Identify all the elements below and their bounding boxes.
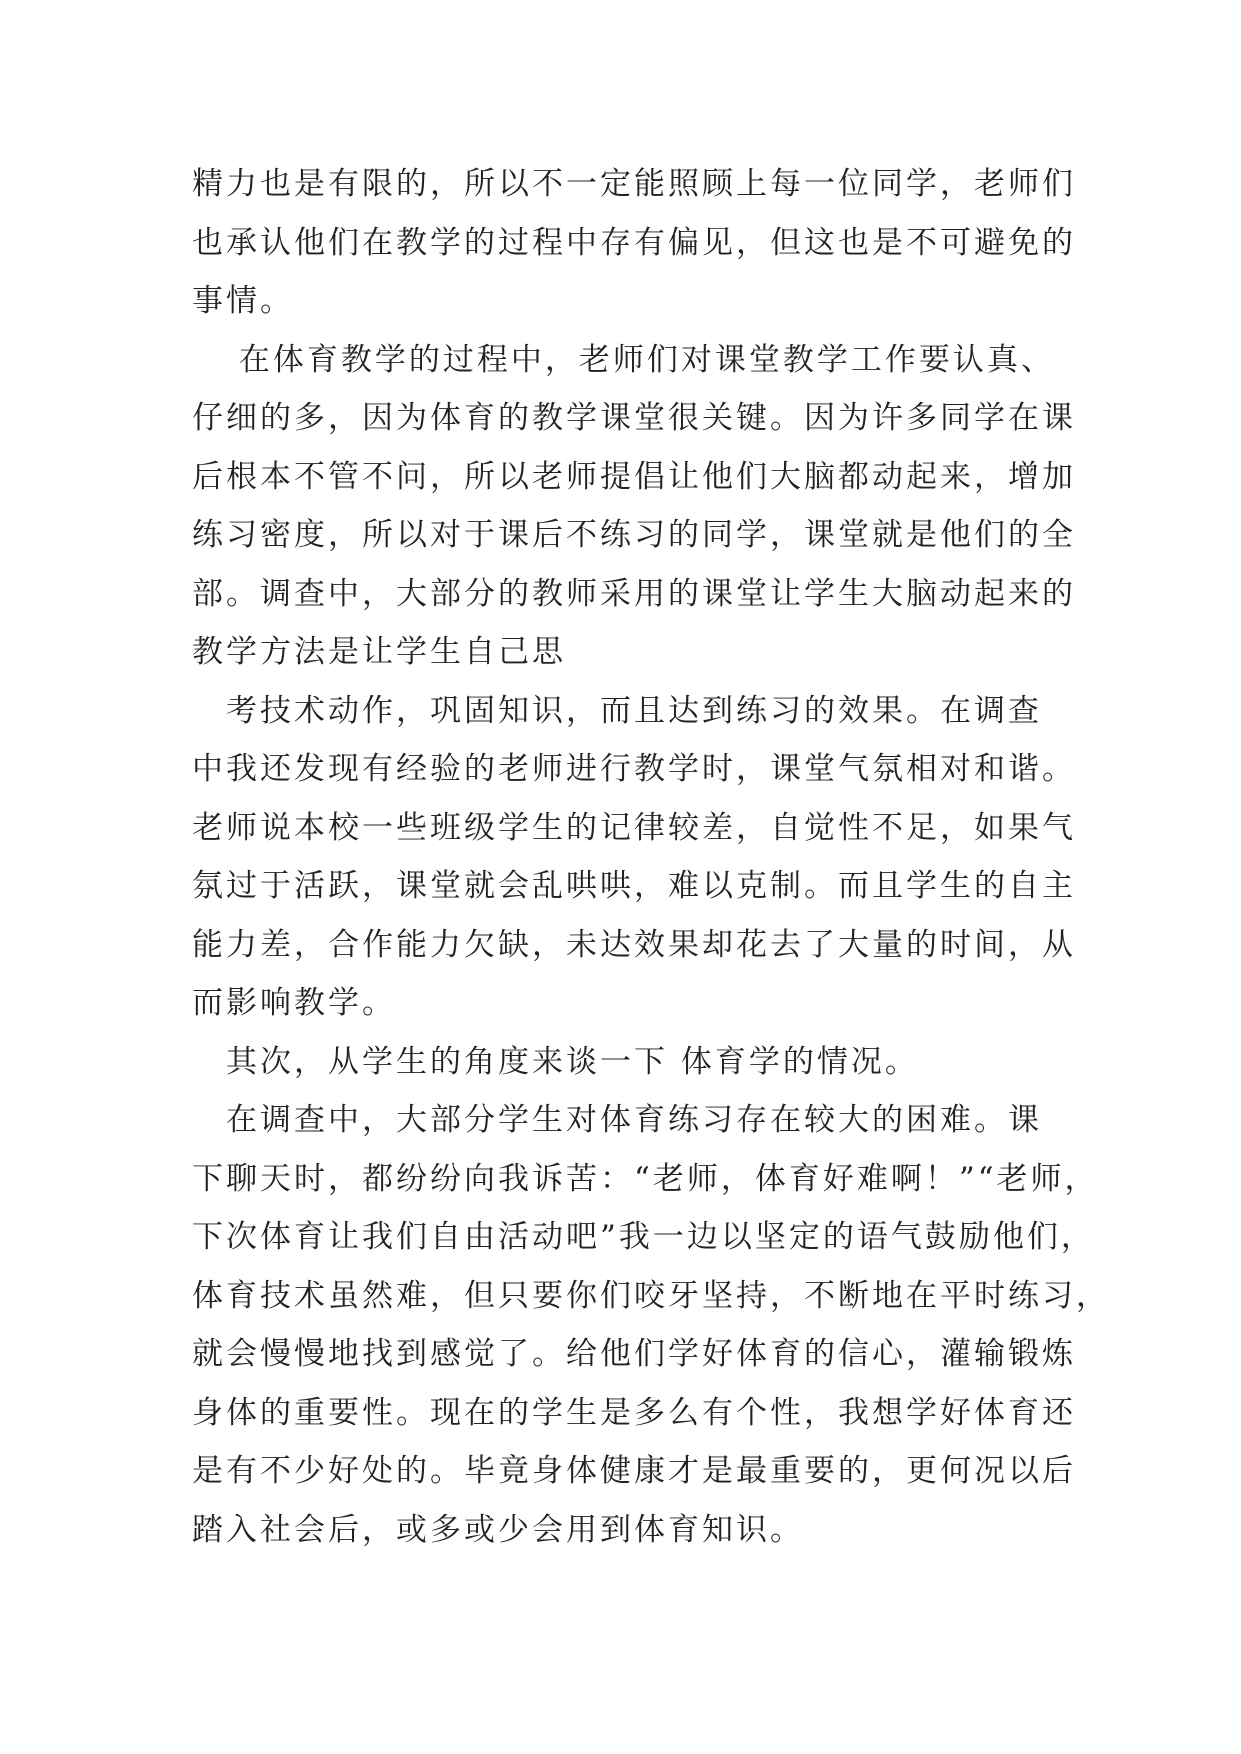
text-line: 精力也是有限的，所以不一定能照顾上每一位同学，老师们	[192, 166, 1076, 202]
text-line: 中我还发现有经验的老师进行教学时，课堂气氛相对和谐。	[192, 751, 1076, 787]
text-line: 在体育教学的过程中，老师们对课堂教学工作要认真、	[192, 341, 1055, 378]
text-line: 是有不少好处的。毕竟身体健康才是最重要的，更何况以后	[192, 1453, 1076, 1489]
text-line: 而影响教学。	[192, 985, 396, 1021]
text-line: 也承认他们在教学的过程中存有偏见，但这也是不可避免的	[192, 224, 1076, 261]
text-line: 下聊天时，都纷纷向我诉苦：“老师，体育好难啊！”“老师，	[192, 1160, 1099, 1197]
text-line: 后根本不管不问，所以老师提倡让他们大脑都动起来，增加	[192, 458, 1076, 495]
text-line: 在调查中，大部分学生对体育练习存在较大的困难。课	[192, 1102, 1042, 1138]
text-line: 氛过于活跃，课堂就会乱哄哄，难以克制。而且学生的自主	[192, 868, 1076, 904]
text-line: 能力差，合作能力欠缺，未达效果却花去了大量的时间，从	[192, 926, 1076, 963]
text-line: 练习密度，所以对于课后不练习的同学，课堂就是他们的全	[192, 517, 1076, 553]
text-line: 下次体育让我们自由活动吧”我一边以坚定的语气鼓励他们，	[192, 1219, 1095, 1255]
body-text	[192, 155, 1110, 1559]
text-line: 考技术动作，巩固知识，而且达到练习的效果。在调查	[192, 692, 1042, 729]
text-line: 仔细的多，因为体育的教学课堂很关键。因为许多同学在课	[192, 400, 1076, 436]
text-line: 部。调查中，大部分的教师采用的课堂让学生大脑动起来的	[192, 575, 1076, 612]
text-line: 教学方法是让学生自己思	[192, 634, 566, 670]
text-line: 身体的重要性。现在的学生是多么有个性，我想学好体育还	[192, 1394, 1076, 1431]
text-line: 踏入社会后，或多或少会用到体育知识。	[192, 1511, 804, 1548]
text-line: 老师说本校一些班级学生的记律较差，自觉性不足，如果气	[192, 809, 1076, 846]
text-line: 事情。	[192, 283, 294, 319]
text-line: 体育技术虽然难，但只要你们咬牙坚持，不断地在平时练习，	[192, 1277, 1110, 1314]
text-line: 就会慢慢地找到感觉了。给他们学好体育的信心，灌输锻炼	[192, 1336, 1076, 1372]
text-line: 其次，从学生的角度来谈一下 体育学的情况。	[192, 1043, 919, 1080]
